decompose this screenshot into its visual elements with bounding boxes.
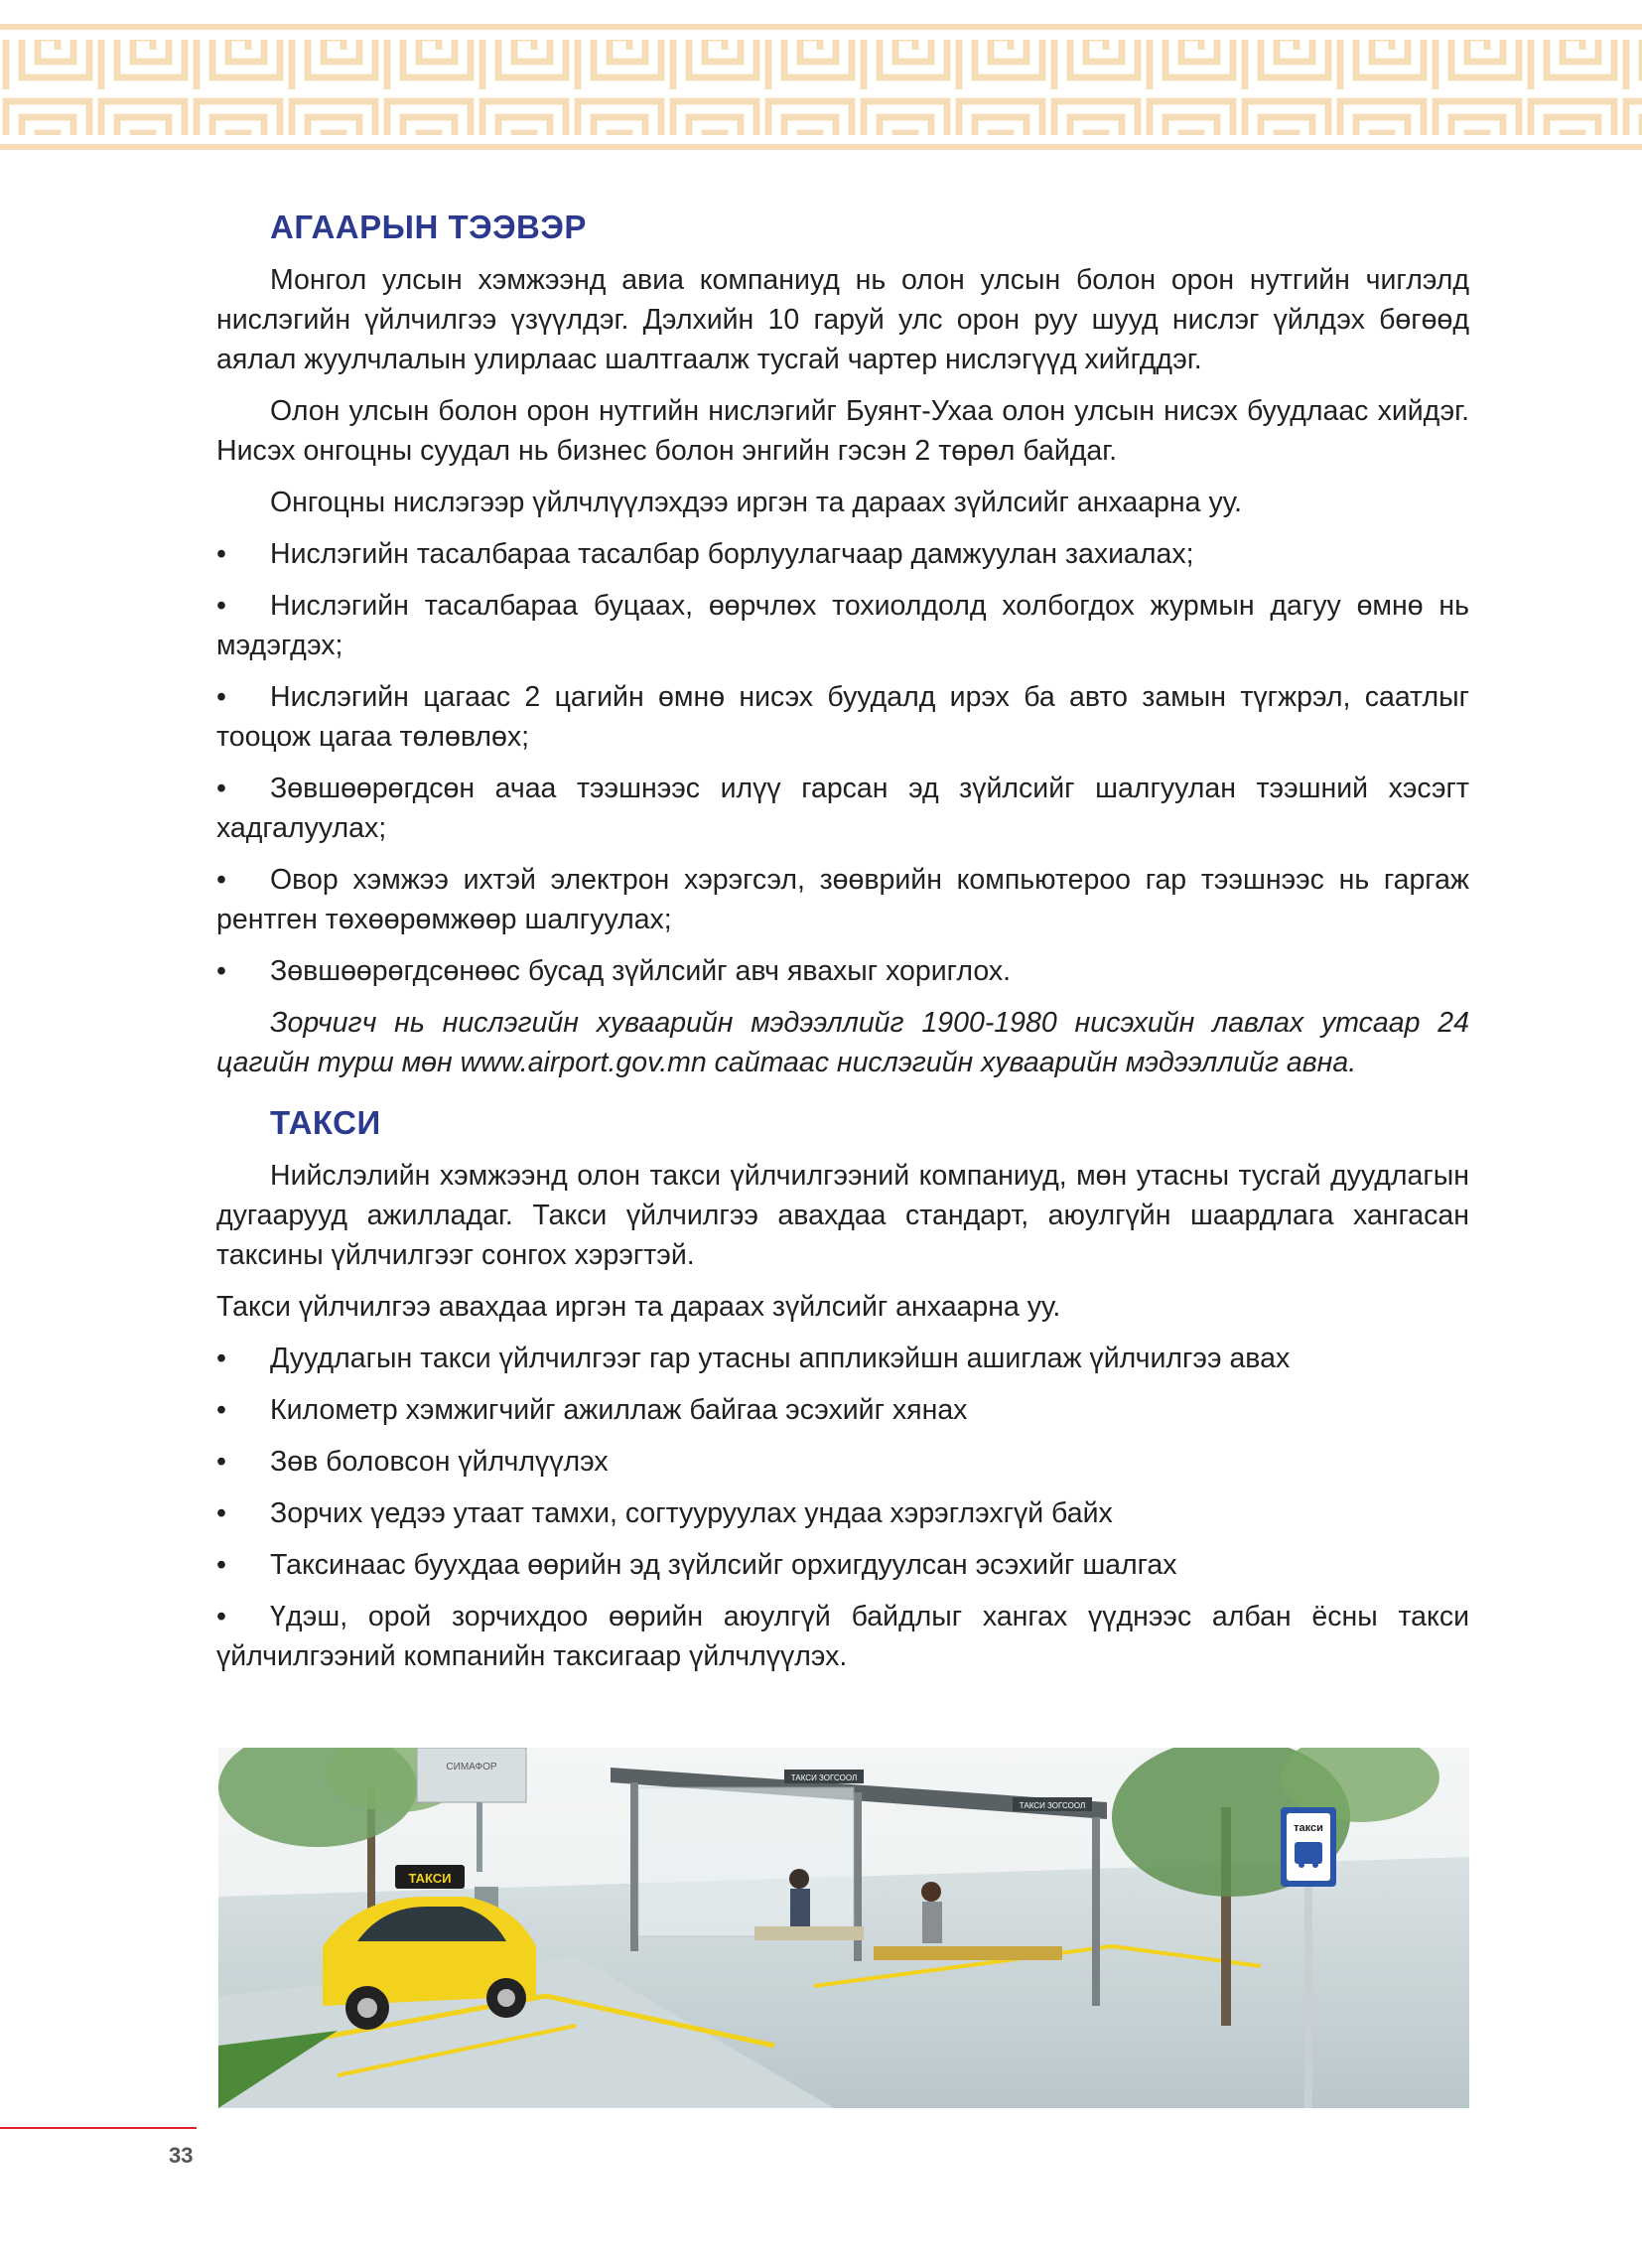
list-item: • Дуудлагын такси үйлчилгээг гар утасны аппликэйшн ашиглаж үйлчилгээ авах [216, 1339, 1469, 1378]
section-heading-taxi: ТАКСИ [270, 1104, 381, 1141]
list-item: • Таксинаас буухдаа өөрийн эд зүйлсийг орхигдуулсан эсэхийг шалгах [216, 1545, 1469, 1585]
svg-text:ТАКСИ ЗОГСООЛ: ТАКСИ ЗОГСООЛ [1019, 1801, 1086, 1810]
footer-rule [0, 2127, 197, 2129]
bullet-icon: • [216, 590, 226, 622]
list-item: • Нислэгийн цагаас 2 цагийн өмнө нисэх буудалд ирэх ба авто замын түгжрэл, саатлыг тооцож цагаа төлөвлөх; [216, 677, 1469, 757]
bullet-icon: • [216, 1343, 226, 1374]
list-item: • Зорчих үедээ утаат тамхи, согтууруулах ундаа хэрэглэхгүй байх [216, 1493, 1469, 1533]
list-item: • Километр хэмжигчийг ажиллаж байгаа эсэхийг хянах [216, 1390, 1469, 1430]
bullet-icon: • [216, 1549, 226, 1581]
bullet-icon: • [216, 1601, 226, 1632]
flight-info-note: Зорчигч нь нислэгийн хуваарийн мэдээллийг 1900-1980 нисэхийн лавлах утсаар 24 цагийн турш мөн www.airport.gov.mn сайтаас нислэгийн хуваарийн мэдээллийг авна. [216, 1007, 1469, 1078]
bullet-icon: • [216, 864, 226, 896]
list-item: • Нислэгийн тасалбараа буцаах, өөрчлөх тохиолдолд холбогдох журмын дагуу өмнө нь мэдэгдэх; [216, 586, 1469, 665]
bullet-icon: • [216, 955, 226, 987]
list-item: • Зөвшөөрөгдсөнөөс бусад зүйлсийг авч явахыг хориглох. [216, 951, 1469, 991]
greek-key-ornament [0, 0, 1642, 174]
paragraph: Олон улсын болон орон нутгийн нислэгийг Буянт-Ухаа олон улсын нисэх буудлаас хийдэг. Нисэх онгоцны суудал нь бизнес болон энгийн гэсэн 2 төрөл байдаг. [216, 395, 1469, 467]
paragraph: Нийслэлийн хэмжээнд олон такси үйлчилгээний компаниуд, мөн утасны тусгай дуудлагын дугаарууд ажилладаг. Такси үйлчилгээ авахдаа стандарт, аюулгүйн шаардлага хангасан таксины үйлчилгээг сонгох хэрэгтэй. [216, 1160, 1469, 1271]
list-item: • Зөвшөөрөгдсөн ачаа тээшнээс илүү гарсан эд зүйлсийг шалгуулан тээшний хэсэгт хадгалуулах; [216, 769, 1469, 848]
svg-text:ТАКСИ: ТАКСИ [408, 1871, 452, 1886]
air-bullet-list [216, 534, 1469, 991]
paragraph: Монгол улсын хэмжээнд авиа компаниуд нь олон улсын болон орон нутгийн чиглэлд нислэгийн үйлчилгээ үзүүлдэг. Дэлхийн 10 гаруй улс орон руу шууд нислэг үйлдэх бөгөөд аялал жуулчлалын улирлаас шалтгаалж тусгай чартер нислэгүүд хийгддэг. [216, 264, 1469, 375]
paragraph: Онгоцны нислэгээр үйлчлүүлэхдээ иргэн та дараах зүйлсийг анхаарна уу. [270, 487, 1243, 518]
bullet-icon: • [216, 1394, 226, 1426]
list-item: • Үдэш, орой зорчихдоо өөрийн аюулгүй байдлыг хангах үүднээс албан ёсны такси үйлчилгээний компанийн таксигаар үйлчлүүлэх. [216, 1597, 1469, 1676]
bullet-icon: • [216, 681, 226, 713]
section-heading-air: АГААРЫН ТЭЭВЭР [270, 209, 587, 245]
list-item: • Нислэгийн тасалбараа тасалбар борлуулагчаар дамжуулан захиалах; [216, 534, 1469, 574]
bullet-icon: • [216, 1497, 226, 1529]
list-item: • Зөв боловсон үйлчлүүлэх [216, 1442, 1469, 1482]
taxi-stop-illustration [218, 1748, 1469, 2108]
svg-text:такси: такси [1294, 1822, 1323, 1834]
list-item: • Овор хэмжээ ихтэй электрон хэрэгсэл, зөөврийн компьютероо гар тээшнээс нь гаргаж рентген төхөөрөмжөөр шалгуулах; [216, 860, 1469, 939]
page-number: 33 [169, 2143, 194, 2168]
paragraph: Такси үйлчилгээ авахдаа иргэн та дараах зүйлсийг анхаарна уу. [216, 1291, 1061, 1323]
taxi-bullet-list [216, 1339, 1469, 1676]
bullet-icon: • [216, 773, 226, 804]
svg-text:СИМАФОР: СИМАФОР [446, 1762, 497, 1772]
bullet-icon: • [216, 538, 226, 570]
svg-text:ТАКСИ ЗОГСООЛ: ТАКСИ ЗОГСООЛ [790, 1773, 858, 1782]
page-content [216, 209, 1469, 1688]
bullet-icon: • [216, 1446, 226, 1478]
